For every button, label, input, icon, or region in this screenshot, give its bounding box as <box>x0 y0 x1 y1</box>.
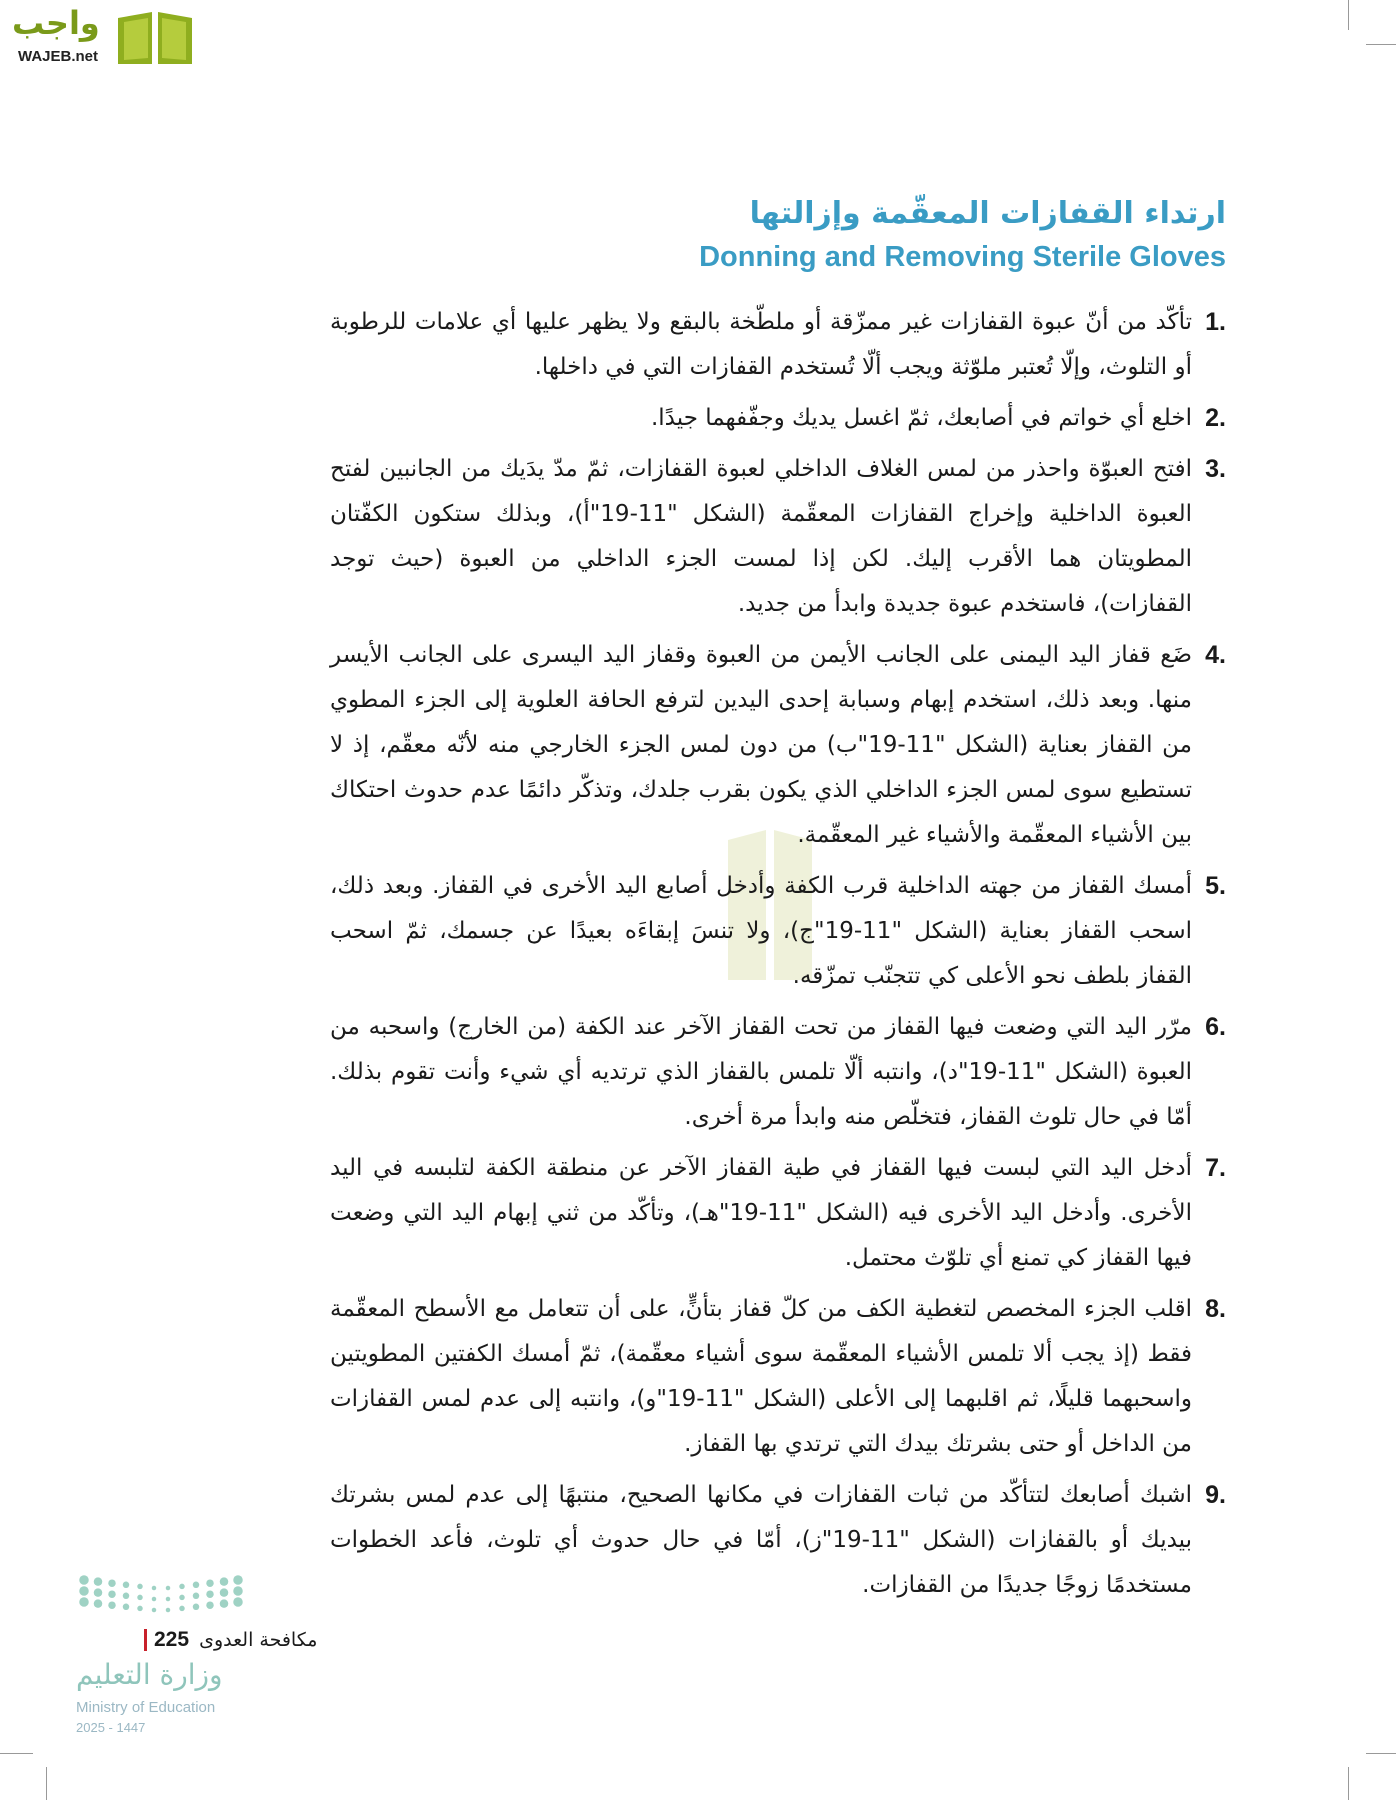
step-item <box>330 396 1226 441</box>
logo-dot <box>108 1590 116 1598</box>
logo-dot <box>193 1593 200 1600</box>
logo-dot <box>166 1608 171 1613</box>
step-number: 3. <box>1205 455 1226 483</box>
step-number: 9. <box>1205 1481 1226 1509</box>
step-number: 7. <box>1205 1154 1226 1182</box>
section-title-arabic: ارتداء القفازات المعقّمة وإزالتها <box>749 196 1226 231</box>
page-label <box>154 1627 317 1653</box>
crop-mark <box>1366 44 1396 45</box>
logo-dot <box>108 1579 116 1587</box>
crop-mark <box>1348 0 1349 30</box>
logo-dot <box>94 1599 103 1608</box>
page-number: 225 <box>154 1628 190 1651</box>
steps-list <box>330 300 1226 1614</box>
section-header <box>699 196 1226 274</box>
crop-mark <box>0 1753 33 1754</box>
step-item <box>330 864 1226 999</box>
book-icon <box>116 8 194 66</box>
logo-dot <box>123 1582 130 1589</box>
crop-mark <box>1366 1753 1396 1754</box>
logo-dot <box>179 1584 185 1590</box>
step-item <box>330 447 1226 627</box>
logo-dot <box>137 1606 143 1612</box>
logo-dot <box>206 1601 214 1609</box>
logo-dot <box>79 1586 89 1596</box>
step-text: افتح العبوّة واحذر من لمس الغلاف الداخلي لعبوة القفازات، ثمّ مدّ يدَيك من الجانبين لفتح العبوة الداخلية وإخراج القفازات المعقّمة (الشكل "11-19"أ)، وبذلك ستكون الكفّتان المطويتان هما الأقرب إليك. لكن إذا لمست الجزء الداخلي من العبوة (حيث توجد القفازات)، فاستخدم عبوة جديدة وابدأ من جديد. <box>330 456 1192 617</box>
step-number: 4. <box>1205 641 1226 669</box>
logo-dot <box>193 1582 200 1589</box>
step-text: اقلب الجزء المخصص لتغطية الكف من كلّ قفاز بتأنٍّ، على أن تتعامل مع الأسطح المعقّمة فقط (إذ يجب ألا تلمس الأشياء المعقّمة سوى أشياء معقّمة)، ثمّ أمسك الكفتين المطويتين واسحبهما قليلًا، ثم اقلبهما إلى الأعلى (الشكل "11-19"و)، وانتبه إلى عدم لمس القفازات من الداخل أو حتى بشرتك بيدك التي ترتدي بها القفاز. <box>330 1296 1192 1457</box>
logo-dot <box>137 1584 143 1590</box>
step-item <box>330 300 1226 390</box>
step-text: مرّر اليد التي وضعت فيها القفاز من تحت القفاز الآخر عند الكفة (من الخارج) واسحبه من العبوة (الشكل "11-19"د)، وانتبه ألّا تلمس بالقفاز الذي ترتديه أي شيء وأنت تقوم بذلك. أمّا في حال تلوث القفاز، فتخلّص منه وابدأ مرة أخرى. <box>330 1014 1192 1130</box>
logo-dot <box>206 1590 214 1598</box>
crop-mark <box>1348 1767 1349 1800</box>
section-title-english: Donning and Removing Sterile Gloves <box>699 241 1226 273</box>
ministry-dots-logo <box>78 1575 248 1625</box>
step-text: ضَع قفاز اليد اليمنى على الجانب الأيمن من العبوة وقفاز اليد اليسرى على الجانب الأيسر منها. وبعد ذلك، استخدم إبهام وسبابة إحدى اليدين لترفع الحافة العلوية إلى الجزء المطوي من القفاز بعناية (الشكل "11-19"ب) من دون لمس الجزء الخارجي منه لأنّه معقّم، إذ لا تستطيع سوى لمس الجزء الداخلي الذي يكون بقرب جلدك، وتذكّر دائمًا عدم حدوث احتكاك بين الأشياء المعقّمة والأشياء غير المعقّمة. <box>330 642 1192 848</box>
logo-dot <box>94 1588 103 1597</box>
logo-dot <box>206 1579 214 1587</box>
logo-dot <box>79 1597 89 1607</box>
page-footer <box>70 1575 370 1765</box>
step-number: 6. <box>1205 1013 1226 1041</box>
page-divider <box>144 1629 147 1651</box>
logo-dot <box>166 1597 171 1602</box>
step-text: أدخل اليد التي لبست فيها القفاز في طية القفاز الآخر عن منطقة الكفة لتلبسه في اليد الأخرى. وأدخل اليد الأخرى فيه (الشكل "11-19"هـ)، وتأكّد من ثني إبهام اليد التي وضعت فيها القفاز كي تمنع أي تلوّث محتمل. <box>330 1155 1193 1271</box>
logo-latin: WAJEB.net <box>18 48 99 65</box>
logo-dot <box>166 1586 171 1591</box>
logo-dot <box>179 1606 185 1612</box>
step-item <box>330 1473 1226 1608</box>
logo-dot <box>79 1575 89 1585</box>
chapter-title: مكافحة العدوى <box>199 1629 318 1651</box>
logo-arabic: واجب <box>12 4 100 42</box>
logo-dot <box>233 1575 243 1585</box>
logo-dot <box>233 1586 243 1596</box>
logo-dot <box>152 1597 157 1602</box>
step-text: اخلع أي خواتم في أصابعك، ثمّ اغسل يديك وجفّفهما جيدًا. <box>650 405 1192 431</box>
logo-dot <box>152 1586 157 1591</box>
step-item <box>330 633 1226 858</box>
step-number: 1. <box>1205 308 1226 336</box>
step-number: 2. <box>1205 404 1226 432</box>
edition-year: 2025 - 1447 <box>76 1720 146 1735</box>
logo-dot <box>179 1595 185 1601</box>
logo-dot <box>220 1599 229 1608</box>
logo-dot <box>108 1601 116 1609</box>
step-item <box>330 1005 1226 1140</box>
step-item <box>330 1146 1226 1281</box>
logo-dot <box>193 1604 200 1611</box>
logo-dot <box>123 1593 130 1600</box>
logo-dot <box>220 1577 229 1586</box>
step-number: 8. <box>1205 1295 1226 1323</box>
step-item <box>330 1287 1226 1467</box>
logo-dot <box>233 1597 243 1607</box>
step-text: تأكّد من أنّ عبوة القفازات غير ممزّقة أو ملطّخة بالبقع ولا يظهر عليها أي علامات للرطوبة أو التلوث، وإلّا تُعتبر ملوّثة ويجب ألّا تُستخدم القفازات التي في داخلها. <box>330 309 1192 380</box>
logo-dot <box>123 1604 130 1611</box>
logo-dot <box>137 1595 143 1601</box>
logo-dot <box>220 1588 229 1597</box>
ministry-name-arabic: وزارة التعليم <box>76 1658 223 1691</box>
step-text: أمسك القفاز من جهته الداخلية قرب الكفة وأدخل أصابع اليد الأخرى في القفاز. وبعد ذلك، اسحب القفاز بعناية (الشكل "11-19"ج)، ولا تنسَ إبقاءَه بعيدًا عن جسمك، ثمّ اسحب القفاز بلطف نحو الأعلى كي تتجنّب تمزّقه. <box>330 873 1192 989</box>
ministry-name-english: Ministry of Education <box>76 1699 216 1716</box>
step-text: اشبك أصابعك لتتأكّد من ثبات القفازات في مكانها الصحيح، منتبهًا إلى عدم لمس بشرتك بيديك أو بالقفازات (الشكل "11-19"ز)، أمّا في حال حدوث أي تلوث، فأعد الخطوات مستخدمًا زوجًا جديدًا من القفازات. <box>330 1482 1193 1598</box>
step-number: 5. <box>1205 872 1226 900</box>
crop-mark <box>46 1767 47 1800</box>
logo-dot <box>152 1608 157 1613</box>
wajeb-logo[interactable] <box>8 4 193 68</box>
logo-dot <box>94 1577 103 1586</box>
